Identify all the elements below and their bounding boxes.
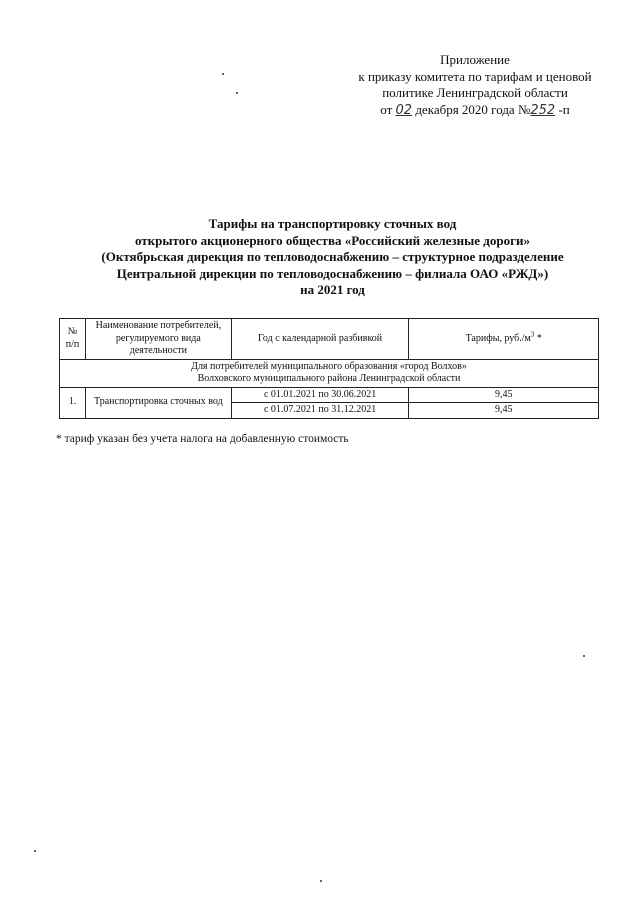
footnote: * тариф указан без учета налога на добавленную стоимость xyxy=(56,433,349,445)
row-name: Транспортировка сточных вод xyxy=(85,387,231,418)
appendix-committee: политике Ленинградской области xyxy=(382,85,568,100)
title-line-2: открытого акционерного общества «Российский железные дороги» xyxy=(134,232,531,248)
scan-speck xyxy=(236,92,238,94)
row-period-2: с 01.07.2021 по 31.12.2021 xyxy=(231,403,409,419)
row-value-1: 9,45 xyxy=(409,387,599,403)
row-value-2: 9,45 xyxy=(409,403,599,419)
title-line-3: (Октябрьская дирекция по тепловодоснабжению – структурное подразделение xyxy=(101,249,564,264)
row-number: 1. xyxy=(60,387,86,418)
table-row xyxy=(60,387,599,403)
group-line-1: Для потребителей муниципального образования «город Волхов» xyxy=(191,360,467,372)
scan-speck xyxy=(320,880,322,882)
order-number: 252 xyxy=(530,102,556,118)
group-row xyxy=(60,359,599,387)
scan-speck xyxy=(34,850,36,852)
group-line-2: Волховского муниципального района Ленинградской области xyxy=(197,373,461,384)
title-line-5: на 2021 год xyxy=(300,282,365,297)
appendix-block xyxy=(340,52,610,119)
title-line-4: Центральной дирекции по тепловодоснабжению – филиала ОАО «РЖД») xyxy=(116,265,549,281)
appendix-label: Приложение xyxy=(440,52,510,67)
scan-speck xyxy=(583,655,585,657)
scan-speck xyxy=(222,73,224,75)
date-prefix: от xyxy=(380,101,393,117)
document-title xyxy=(60,216,605,299)
header-name: Наименование потребителей, регулируемого вида деятельности xyxy=(85,319,231,360)
table-header-row xyxy=(60,319,599,360)
header-year: Год с календарной разбивкой xyxy=(231,319,409,360)
appendix-date-line xyxy=(340,102,610,120)
date-day: 02 xyxy=(395,102,413,118)
tariff-table xyxy=(59,318,599,419)
appendix-order-ref: к приказу комитета по тарифам и ценовой xyxy=(358,68,592,84)
order-suffix: -п xyxy=(558,101,570,117)
group-cell xyxy=(60,359,599,387)
header-tariff xyxy=(409,319,599,360)
header-tariff-label: Тарифы, руб./м xyxy=(465,332,531,344)
row-period-1: с 01.01.2021 по 30.06.2021 xyxy=(231,387,409,403)
header-tariff-sup: 3 xyxy=(530,330,535,339)
date-rest: декабря 2020 года № xyxy=(415,101,531,117)
title-line-1: Тарифы на транспортировку сточных вод xyxy=(208,216,457,231)
header-tariff-asterisk: * xyxy=(534,332,542,344)
header-number: № п/п xyxy=(60,319,86,360)
